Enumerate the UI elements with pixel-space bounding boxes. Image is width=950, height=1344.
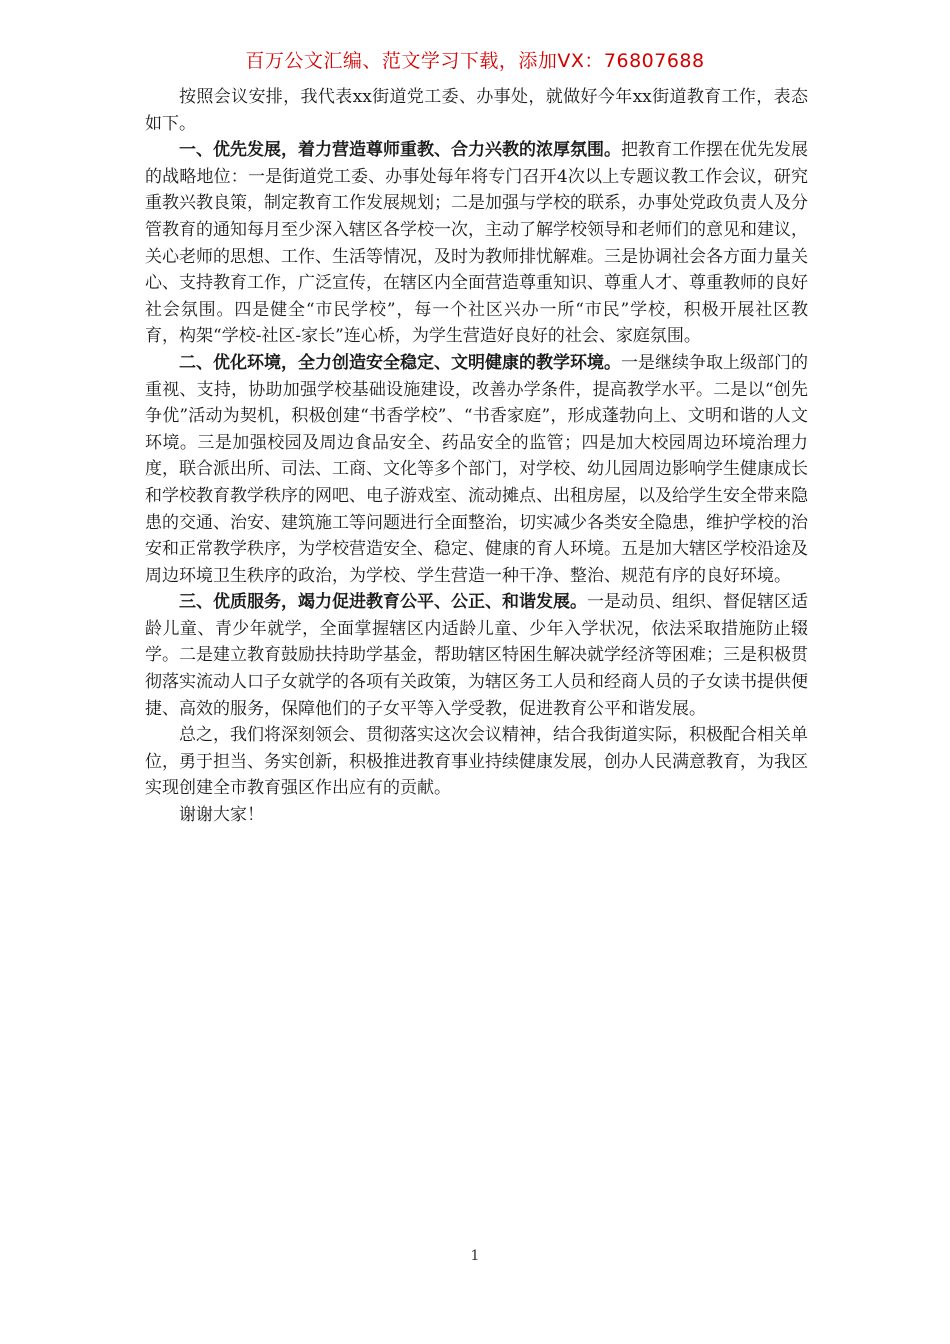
document-body <box>145 84 808 829</box>
conclusion-paragraph: 总之，我们将深刻领会、贯彻落实这次会议精神，结合我街道实际，积极配合相关单位，勇于担当、务实创新，积极推进教育事业持续健康发展，创办人民满意教育，为我区实现创建全市教育强区作出应有的贡献。 <box>145 725 808 799</box>
section-1-heading: 一、优先发展，着力营造尊师重教、合力兴教的浓厚氛围。 <box>179 140 621 161</box>
section-1-text: 把教育工作摆在优先发展的战略地位：一是街道党工委、办事处每年将专门召开4次以上专题议教工作会议，研究重教兴教良策，制定教育工作发展规划；二是加强与学校的联系，办事处党政负责人及分管教育的通知每月至少深入辖区各学校一次，主动了解学校领导和老师们的意见和建议，关心老师的思想、工作、生活等情况，及时为教师排忧解难。三是协调社会各方面力量关心、支持教育工作，广泛宣传，在辖区内全面营造尊重知识、尊重人才、尊重教师的良好社会氛围。四是健全“市民学校”，每一个社区兴办一所“市民”学校，积极开展社区教育，构架“学校-社区-家长”连心桥，为学生营造好良好的社会、家庭氛围。 <box>145 140 808 347</box>
section-3-heading: 三、优质服务，竭力促进教育公平、公正、和谐发展。 <box>179 592 587 613</box>
section-2-heading: 二、优化环境，全力创造安全稳定、文明健康的教学环境。 <box>179 352 621 373</box>
section-3-paragraph <box>145 589 808 722</box>
section-2-text: 一是继续争取上级部门的重视、支持，协助加强学校基础设施建设，改善办学条件，提高教学水平。二是以“创先争优”活动为契机，积极创建“书香学校”、“书香家庭”，形成蓬勃向上、文明和谐的人文环境。三是加强校园及周边食品安全、药品安全的监管；四是加大校园周边环境治理力度，联合派出所、司法、工商、文化等多个部门，对学校、幼儿园周边影响学生健康成长和学校教育教学秩序的网吧、电子游戏室、流动摊点、出租房屋，以及给学生安全带来隐患的交通、治安、建筑施工等问题进行全面整治，切实减少各类安全隐患，维护学校的治安和正常教学秩序，为学校营造安全、稳定、健康的育人环境。五是加大辖区学校沿途及周边环境卫生秩序的政治，为学校、学生营造一种干净、整治、规范有序的良好环境。 <box>145 352 808 586</box>
intro-paragraph: 按照会议安排，我代表xx街道党工委、办事处，就做好今年xx街道教育工作，表态如下。 <box>145 87 808 134</box>
closing-paragraph: 谢谢大家！ <box>179 805 264 826</box>
document-header-banner: 百万公文汇编、范文学习下载，添加VX：76807688 <box>245 50 705 72</box>
section-3-text: 一是动员、组织、督促辖区适龄儿童、青少年就学，全面掌握辖区内适龄儿童、少年入学状况，依法采取措施防止辍学。二是建立教育鼓励扶持助学基金，帮助辖区特困生解决就学经济等困难；三是积极贯彻落实流动人口子女就学的各项有关政策，为辖区务工人员和经商人员的子女读书提供便捷、高效的服务，保障他们的子女平等入学受教，促进教育公平和谐发展。 <box>145 592 808 719</box>
section-1-paragraph <box>145 137 808 350</box>
section-2-paragraph <box>145 350 808 589</box>
page-number: 1 <box>470 1248 480 1264</box>
